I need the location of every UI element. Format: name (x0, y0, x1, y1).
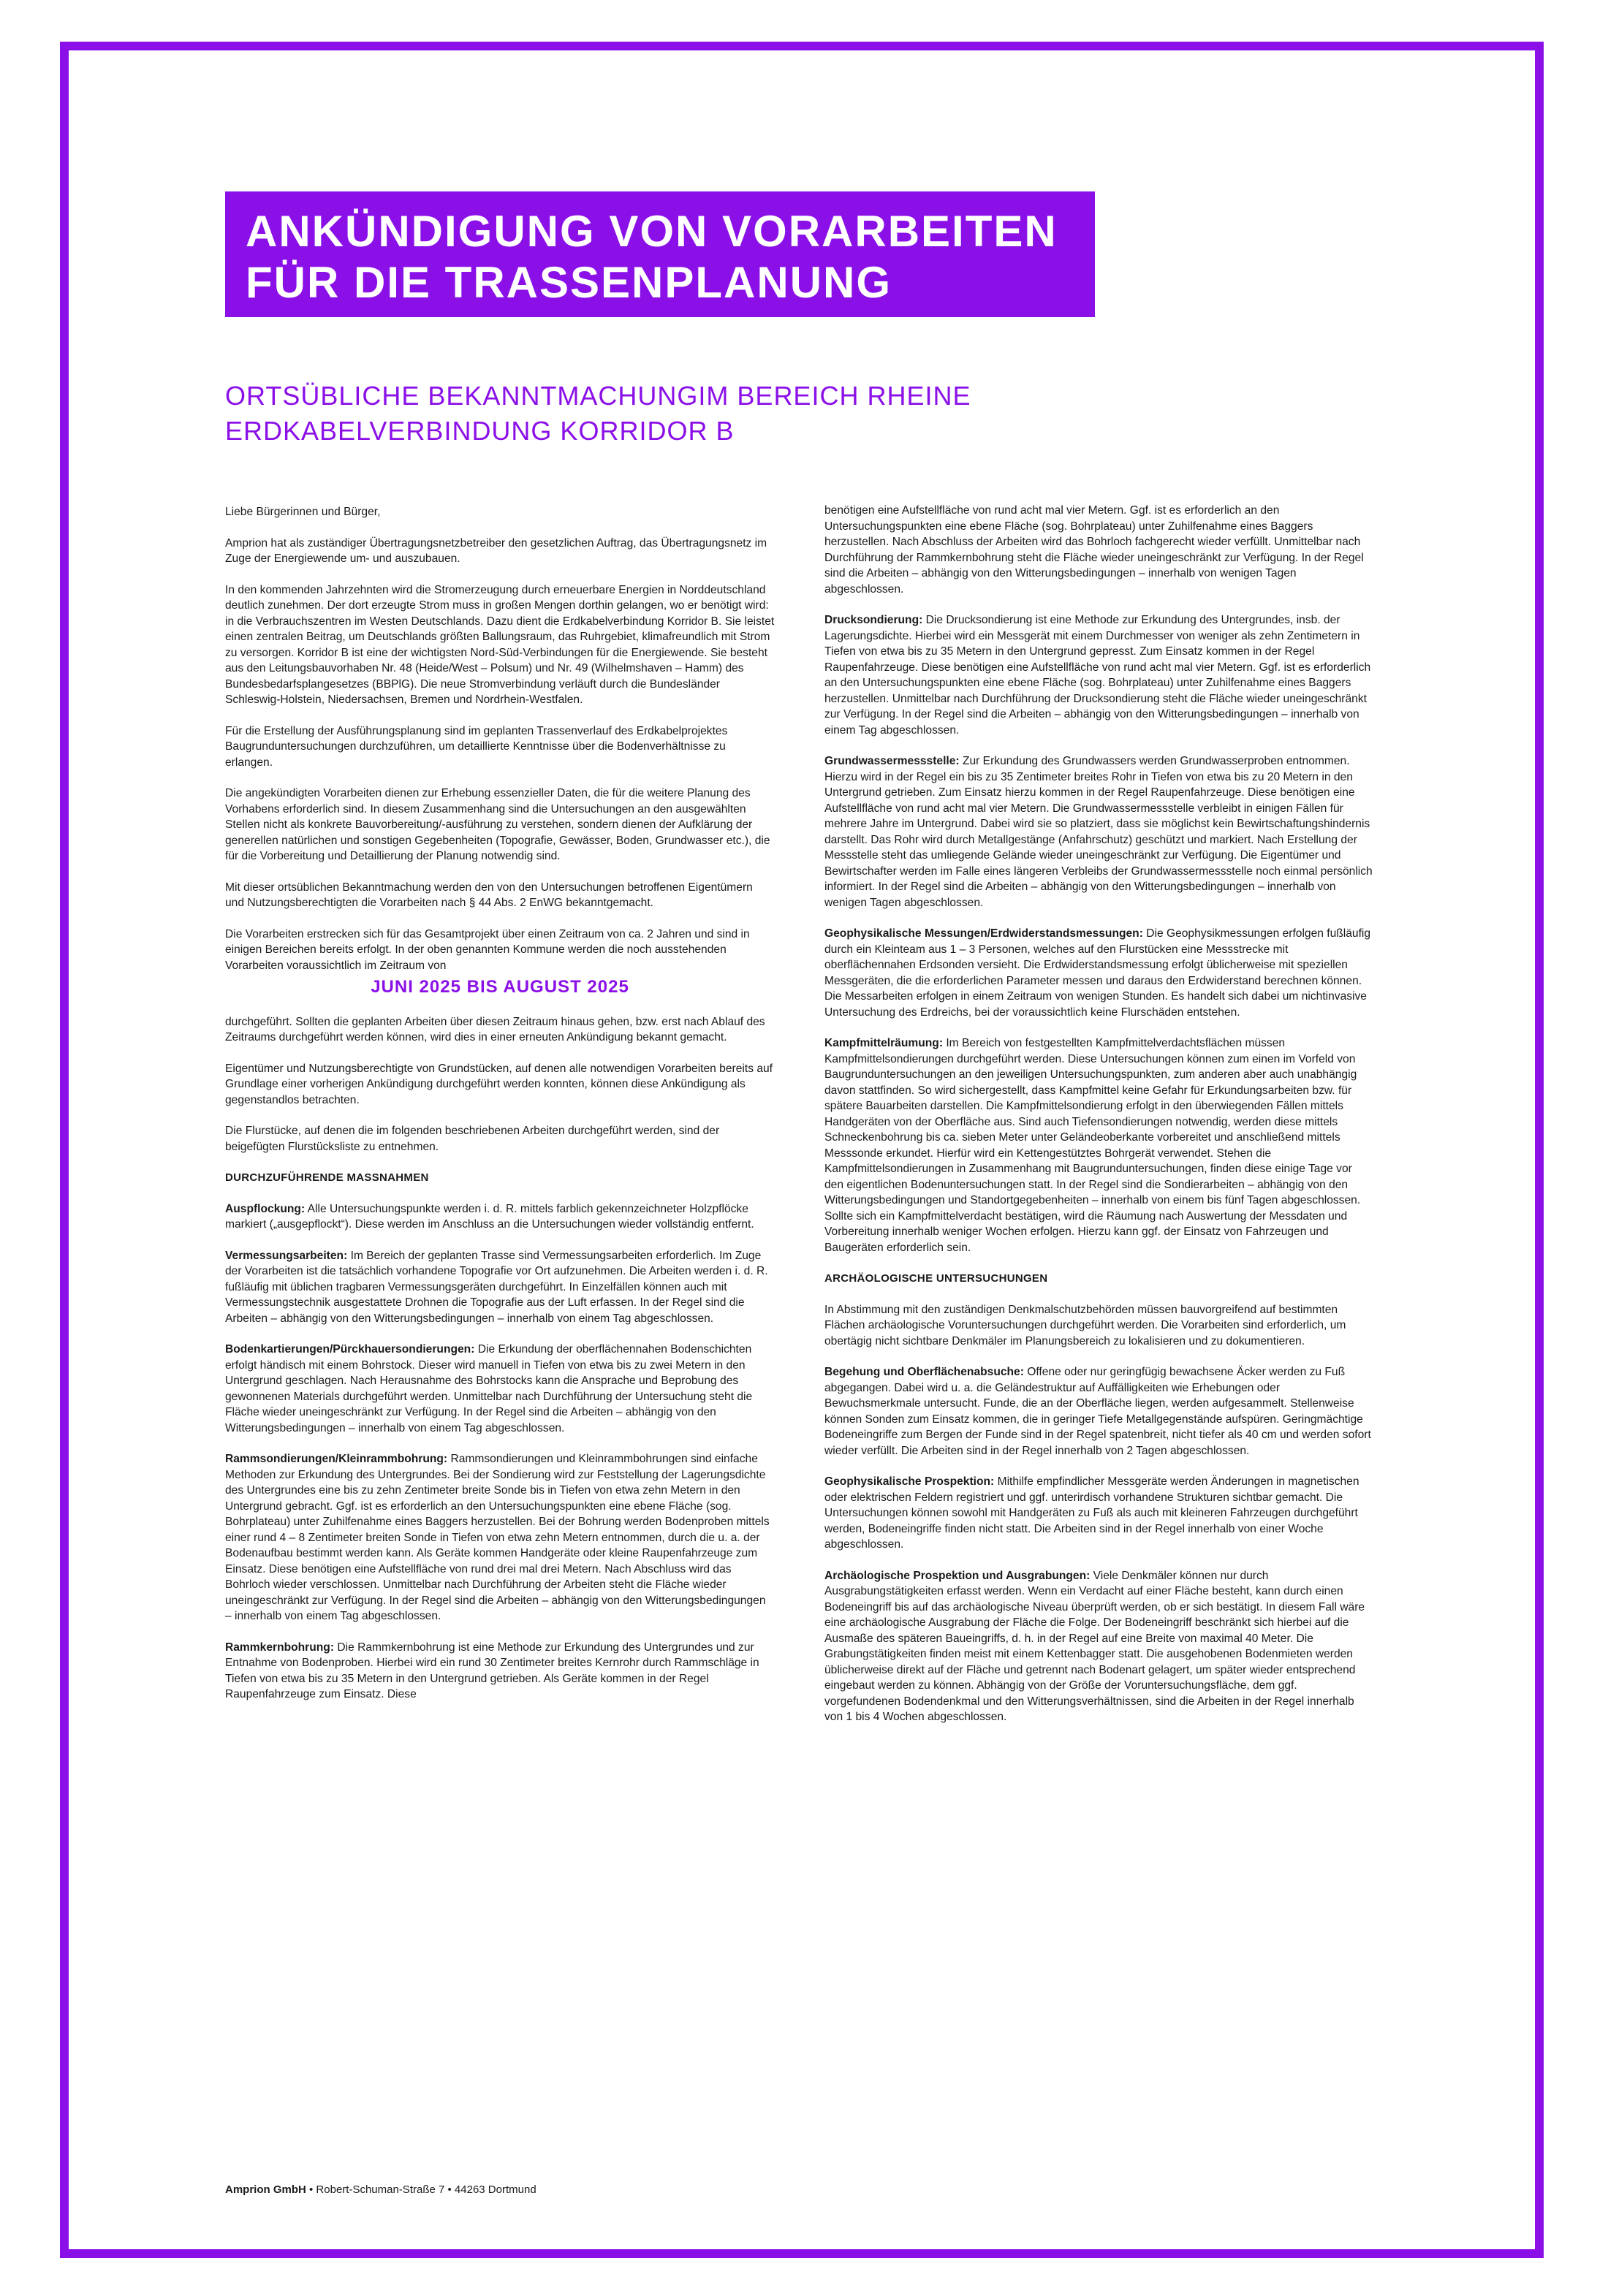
measure-heading: Geophysikalische Prospektion: (824, 1475, 995, 1488)
footer-address: • Robert-Schuman-Straße 7 • 44263 Dortmund (306, 2183, 536, 2196)
measure-heading: Auspflockung: (225, 1202, 306, 1215)
paragraph-extension: durchgeführt. Sollten die geplanten Arbeiten über diesen Zeitraum hinaus gehen, bzw. erst nach Ablauf des Zeitraums durchgeführt werden können, wird dies in einer erneuten Ankündigung bekannt gemacht. (225, 1015, 765, 1044)
measure-text: Die Drucksondierung ist eine Methode zur Erkundung des Untergrundes, insb. der Lagerungsdichte. Hierbei wird ein Messgerät mit einem Durchmesser von weniger als zehn Zentimetern in Tiefen von etwa bis zu 35 Metern in den Untergrund gepresst. Zum Einsatz kommen in der Regel Raupenfahrzeuge. Diese benötigen eine Aufstellfläche von rund acht mal vier Metern. Ggf. ist es erforderlich an den Untersuchungspunkten eine ebene Fläche (sog. Bohrplateau) unter Zuhilfenahme eines Baggers herzustellen. Unmittelbar nach Durchführung der Drucksondierung steht die Fläche wieder uneingeschränkt zur Verfügung. In der Regel sind die Arbeiten – abhängig von den Witterungsbedingungen – innerhalb von einem Tag abgeschlossen. (824, 614, 1371, 737)
footer-company: Amprion GmbH (225, 2183, 306, 2196)
archaeology-begehung (824, 1364, 1374, 1459)
measure-heading: Archäologische Prospektion und Ausgrabungen: (824, 1569, 1091, 1582)
measure-text: Die Rammkernbohrung ist eine Methode zur Erkundung des Untergrundes und zur Entnahme von Bodenproben. Hierbei wird ein rund 30 Zentimeter breites Kernrohr durch Rammschläge in Tiefen von etwa bis zu 35 Metern in den Untergrund getrieben. Als Geräte kommen in der Regel Raupenfahrzeuge zum Einsatz. Diese (225, 1641, 759, 1700)
paragraph-timeframe: Die Vorarbeiten erstrecken sich für das Gesamtprojekt über einen Zeitraum von ca. 2 Jahren und sind in einigen Bereichen bereits erfolgt. In der oben genannten Kommune werden die noch ausstehenden Vorarbeiten voraussichtlich im Zeitraum von (225, 927, 750, 972)
subtitle (225, 379, 971, 449)
paragraph-background: In den kommenden Jahrzehnten wird die Stromerzeugung durch erneuerbare Energien in Norddeutschland deutlich zunehmen. Der dort erzeugte Strom muss in großen Mengen dorthin gelangen, wo er benötigt wird: in die Verbrauchszentren im Westen Deutschlands. Dazu dient die Erdkabelverbindung Korridor B. Sie leistet einen zentralen Beitrag, um Deutschlands größten Ballungsraum, das Ruhrgebiet, klimafreundlich mit Strom zu versorgen. Korridor B ist eine der wichtigsten Nord-Süd-Verbindungen für die Energiewende. Sie besteht aus den Leitungsbauvorhaben Nr. 48 (Heide/West – Polsum) und Nr. 49 (Wilhelmshaven – Hamm) des Bundesbedarfsplangesetzes (BBPlG). Die neue Stromverbindung verläuft durch die Bundesländer Schleswig-Holstein, Niedersachsen, Bremen und Nordrhein-Westfalen. (225, 583, 775, 706)
measure-text: Viele Denkmäler können nur durch Ausgrabungstätigkeiten erfasst werden. Wenn ein Verdacht auf einer Fläche besteht, kann durch einen Bodeneingriff bis auf das archäologische Niveau überprüft werden, ob er sich bestätigt. In diesem Fall wäre eine archäologische Ausgrabung der Fläche die Folge. Der Bodeneingriff beschränkt sich hierbei auf die Ausmaße des späteren Baueingriffs, d. h. in der Regel auf eine Breite von maximal 40 Meter. Die Grabungstätigkeiten finden meist mit einem Kettenbagger statt. Die ausgehobenen Bodenmieten werden üblicherweise direkt auf der Fläche und getrennt nach Bodenart gelagert, um später wieder entsprechend eingebaut werden zu können. Abhängig von der Größe der Voruntersuchungsfläche, dem ggf. vorgefundenen Bodendenkmal und den Witterungsverhältnissen, sind die Arbeiten in der Regel innerhalb von 1 bis 4 Wochen abgeschlossen. (824, 1569, 1365, 1723)
salutation: Liebe Bürgerinnen und Bürger, (225, 506, 381, 518)
measure-auspflockung (225, 1201, 775, 1233)
measure-text: Zur Erkundung des Grundwassers werden Grundwasserproben entnommen. Hierzu wird in der Regel ein bis zu 35 Zentimeter breites Rohr in Tiefen von etwa bis zu 20 Metern in den Untergrund getrieben. Zum Einsatz hierzu kommen in der Regel Raupenfahrzeuge. Diese benötigen eine Aufstellfläche von rund acht mal vier Metern. Die Grundwassermessstelle verbleibt in einigen Fällen für mehrere Jahre im Untergrund. Dabei wird sie so platziert, dass sie möglichst kein Bewirtschaftungshindernis darstellt. Das Rohr wird durch Metallgestänge (Anfahrschutz) geschützt und markiert. Nach Erstellung der Messstelle steht das umliegende Gelände wieder uneingeschränkt zur Verfügung. Die Eigentümer und Bewirtschafter werden im Falle eines längeren Verbleibs der Grundwassermessstelle noch einmal persönlich informiert. In der Regel sind die Arbeiten – abhängig von den Witterungsbedingungen – innerhalb von wenigen Tagen abgeschlossen. (824, 755, 1373, 909)
paragraph-owners: Eigentümer und Nutzungsberechtigte von Grundstücken, auf denen alle notwendigen Vorarbeiten bereits auf Grundlage einer vorherigen Ankündigung durchgeführt werden konnten, können diese Ankündigung als gegenstandlos betrachten. (225, 1062, 773, 1106)
archaeology-ausgrabung (824, 1568, 1374, 1725)
measure-text: Im Bereich von festgestellten Kampfmittelverdachtsflächen müssen Kampfmittelsondierungen durchgeführt werden. Diese Untersuchungen können zum einen im Vorfeld von Baugrunduntersuchungen an den jeweiligen Untersuchungspunkten, zum anderen aber auch unabhängig davon stattfinden. So wird sichergestellt, dass Kampfmittel keine Gefahr für Erkundungsarbeiten bzw. für spätere Bauarbeiten darstellen. Die Kampfmittelsondierung erfolgt in den überwiegenden Fällen mittels Handgeräten von der Oberfläche aus. Sind auch Tiefensondierungen notwendig, werden diese mittels Schneckenbohrung bis ca. sieben Meter unter Geländeoberkante vorbereitet und anschließend mittels Messsonde erkundet. Hierfür wird ein Kettengestütztes Bohrgerät verwendet. Stehen die Kampfmittelsondierungen in Zusammenhang mit Baugrunduntersuchungen, finden diese einige Tage vor den eigentlichen Bodenuntersuchungen statt. In der Regel sind die Sondierarbeiten – abhängig von den Witterungsbedingungen und Standortgegebenheiten – innerhalb von einem bis fünf Tagen abgeschlossen. Sollte sich ein Kampfmittelverdacht bestätigen, wird die Räumung nach Auswertung der Messdaten und Vorbereitung innerhalb weniger Wochen erfolgen. Hierzu kann ggf. der Einsatz von Fahrzeugen und Baugeräten erforderlich sein. (824, 1037, 1361, 1254)
measure-kampfmittelraeumung (824, 1035, 1374, 1255)
measure-heading: Rammkernbohrung: (225, 1641, 335, 1654)
paragraph-archaeology-intro: In Abstimmung mit den zuständigen Denkmalschutzbehörden müssen bauvorgreifend auf bestimmten Flächen archäologische Voruntersuchungen durchgeführt werden. Die Vorarbeiten sind erforderlich, um obertägig nicht sichtbare Denkmäler im Planungsbereich zu lokalisieren und zu dokumentieren. (824, 1303, 1346, 1347)
measure-heading: Begehung und Oberflächenabsuche: (824, 1366, 1024, 1378)
measure-text: Im Bereich der geplanten Trasse sind Vermessungsarbeiten erforderlich. Im Zuge der Vorarbeiten ist die tatsächlich vorhandene Topografie vor Ort aufzunehmen. Die Arbeiten werden i. d. R. fußläufig mit üblichen tragbaren Vermessungsgeräten durchgeführt. In Einzelfällen können auch mit Vermessungstechnik ausgestattete Drohnen die Topografie aus der Luft erfassen. In der Regel sind die Arbeiten – abhängig von den Witterungsbedingungen – innerhalb von einem Tag abgeschlossen. (225, 1249, 768, 1325)
page-title-line-2: FÜR DIE TRASSENPLANUNG (246, 258, 892, 307)
measure-vermessung (225, 1248, 775, 1327)
title-banner (225, 191, 1095, 317)
measure-heading: Geophysikalische Messungen/Erdwiderstandsmessungen: (824, 927, 1143, 940)
paragraph-parcels: Die Flurstücke, auf denen die im folgenden beschriebenen Arbeiten durchgeführt werden, sind der beigefügten Flurstücksliste zu entnehmen. (225, 1125, 720, 1153)
measure-text: Offene oder nur geringfügig bewachsene Äcker werden zu Fuß abgegangen. Dabei wird u. a. die Geländestruktur auf Auffälligkeiten wie Erhebungen oder Bewuchsmerkmale untersucht. Funde, die an der Oberfläche liegen, werden aufgesammelt. Stellenweise können Sonden zum Einsatz kommen, die in geringer Tiefe Metallgegenstände aufspüren. Geringmächtige Bodeneingriffe zum Bergen der Funde sind in der Regel spatenbreit, nicht tiefer als 40 cm und werden sofort wieder verfüllt. Die Arbeiten sind in der Regel innerhalb von 2 Tagen abgeschlossen. (824, 1366, 1371, 1457)
subtitle-line-2: ERDKABELVERBINDUNG KORRIDOR B (225, 416, 735, 446)
right-column (824, 503, 1374, 1741)
paragraph-purpose: Die angekündigten Vorarbeiten dienen zur Erhebung essenzieller Daten, die für die weitere Planung des Vorhabens erforderlich sind. In diesem Zusammenhang sind die Untersuchungen an den ausgewählten Stellen nicht als konkrete Bauvorbereitung/-ausführung zu verstehen, sondern dienen der Aufklärung der generellen natürlichen und sonstigen Gegebenheiten (Topografie, Gewässer, Boden, Grundwasser etc.), die für die Vorbereitung und Detaillierung der Planung notwendig sind. (225, 787, 770, 862)
measure-heading: Kampfmittelräumung: (824, 1037, 944, 1049)
paragraph-legal: Mit dieser ortsüblichen Bekanntmachung werden den von den Untersuchungen betroffenen Eigentümern und Nutzungsberechtigten die Vorarbeiten nach § 44 Abs. 2 EnWG bekanntgemacht. (225, 881, 753, 909)
date-range-highlight: JUNI 2025 BIS AUGUST 2025 (371, 977, 629, 997)
measure-rammkernbohrung (225, 1640, 775, 1703)
measure-grundwassermessstelle (824, 753, 1374, 911)
measure-heading: Rammsondierungen/Kleinrammbohrung: (225, 1453, 448, 1465)
left-column (225, 504, 775, 1718)
paragraph-continuation: benötigen eine Aufstellfläche von rund acht mal vier Metern. Ggf. ist es erforderlich an den Untersuchungspunkten eine ebene Fläche (sog. Bohrplateau) unter Zuhilfenahme eines Baggers herzustellen. Nach Abschluss der Arbeiten wird das Bohrloch fachgerecht wieder verfüllt. Unmittelbar nach Durchführung der Rammkernbohrung steht die Fläche wieder uneingeschränkt zur Verfügung. In der Regel sind die Arbeiten – abhängig von den Witterungsbedingungen – innerhalb von wenigen Tagen abgeschlossen. (824, 504, 1364, 596)
measure-text: Alle Untersuchungspunkte werden i. d. R. mittels farblich gekennzeichneter Holzpflöcke markiert („ausgepflockt“). Diese werden im Anschluss an die Untersuchungen wieder vollständig entfernt. (225, 1202, 754, 1231)
measure-heading: Drucksondierung: (824, 614, 923, 626)
measure-geophysik (824, 926, 1374, 1020)
subtitle-line-1: ORTSÜBLICHE BEKANNTMACHUNGIM BEREICH RHEINE (225, 381, 971, 411)
archaeology-geophysik (824, 1474, 1374, 1553)
footer (225, 2183, 536, 2196)
section-heading-archaeology: ARCHÄOLOGISCHE UNTERSUCHUNGEN (824, 1272, 1048, 1285)
paragraph-intro: Amprion hat als zuständiger Übertragungsnetzbetreiber den gesetzlichen Auftrag, das Übertragungsnetz im Zuge der Energiewende um- und auszubauen. (225, 536, 767, 565)
page-title-line-1: ANKÜNDIGUNG VON VORARBEITEN (246, 207, 1058, 256)
measure-rammsondierung (225, 1451, 775, 1624)
measure-text: Mithilfe empfindlicher Messgeräte werden Änderungen in magnetischen oder elektrischen Feldern registriert und ggf. unterirdisch vorhandene Strukturen sichtbar gemacht. Die Untersuchungen können sowohl mit Handgeräten zu Fuß als auch mit kleineren Fahrzeugen durchgeführt werden, Bodeneingriffe finden nicht statt. Die Arbeiten sind in der Regel innerhalb von einer Woche abgeschlossen. (824, 1475, 1359, 1551)
measure-heading: Bodenkartierungen/Pürckhauersondierungen: (225, 1343, 475, 1356)
section-heading-measures: DURCHZUFÜHRENDE MASSNAHMEN (225, 1171, 429, 1184)
measure-bodenkartierung (225, 1342, 775, 1436)
paragraph-planning: Für die Erstellung der Ausführungsplanung sind im geplanten Trassenverlauf des Erdkabelprojektes Baugrunduntersuchungen durchzuführen, um detaillierte Kenntnisse über die Bodenverhältnisse zu erlangen. (225, 724, 728, 769)
measure-drucksondierung (824, 612, 1374, 738)
measure-heading: Vermessungsarbeiten: (225, 1249, 348, 1262)
measure-text: Die Geophysikmessungen erfolgen fußläufig durch ein Kleinteam aus 1 – 3 Personen, welches auf den Flurstücken eine Messstrecke mit oberflächennahen Erdsonden versieht. Die Erdwiderstandsmessung erfolgt üblicherweise mit speziellen Messgeräten, die die erforderlichen Parameter messen und daraus den Erdwiderstand berechnen können. Die Messarbeiten erfolgen in einem Zeitraum von wenigen Stunden. Es handelt sich dabei um nichtinvasive Untersuchung des Erdreichs, bei der voraussichtlich keine Flurschäden entstehen. (824, 927, 1371, 1019)
measure-heading: Grundwassermessstelle: (824, 755, 960, 767)
measure-text: Die Erkundung der oberflächennahen Bodenschichten erfolgt händisch mit einem Bohrstock. Dieser wird manuell in Tiefen von etwa bis zu zwei Metern in den Untergrund geschlagen. Nach Herausnahme des Bohrstocks kann die Ansprache und Beprobung des gewonnenen Materials durchgeführt werden. Unmittelbar nach Durchführung der Untersuchung steht die Fläche wieder uneingeschränkt zur Verfügung. In der Regel sind die Arbeiten – abhängig von den Witterungsbedingungen – innerhalb von einem Tag abgeschlossen. (225, 1343, 753, 1434)
measure-text: Rammsondierungen und Kleinrammbohrungen sind einfache Methoden zur Erkundung des Untergrundes. Bei der Sondierung wird zur Feststellung der Lagerungsdichte des Untergrundes eine bis zu zehn Zentimeter breite Sonde bis in Tiefen von etwa zehn Metern in den Untergrund gebracht. Ggf. ist es erforderlich an den Untersuchungspunkten eine ebene Fläche (sog. Bohrplateau) unter Zuhilfenahme eines Baggers herzustellen. Bei der Bohrung werden Bodenproben mittels einer rund 4 – 8 Zentimeter breiten Sonde in Tiefen von etwa zehn Metern entnommen, durch die u. a. der Bodenaufbau bestimmt werden kann. Als Geräte kommen Handgeräte oder kleine Raupenfahrzeuge zum Einsatz. Diese benötigen eine Aufstellfläche von rund drei mal drei Metern. Nach Abschluss wird das Bohrloch wieder verschlossen. Unmittelbar nach Durchführung der Arbeiten steht die Fläche wieder uneingeschränkt zur Verfügung. In der Regel sind die Arbeiten – abhängig von den Witterungsbedingungen – innerhalb von einem Tag abgeschlossen. (225, 1453, 770, 1622)
